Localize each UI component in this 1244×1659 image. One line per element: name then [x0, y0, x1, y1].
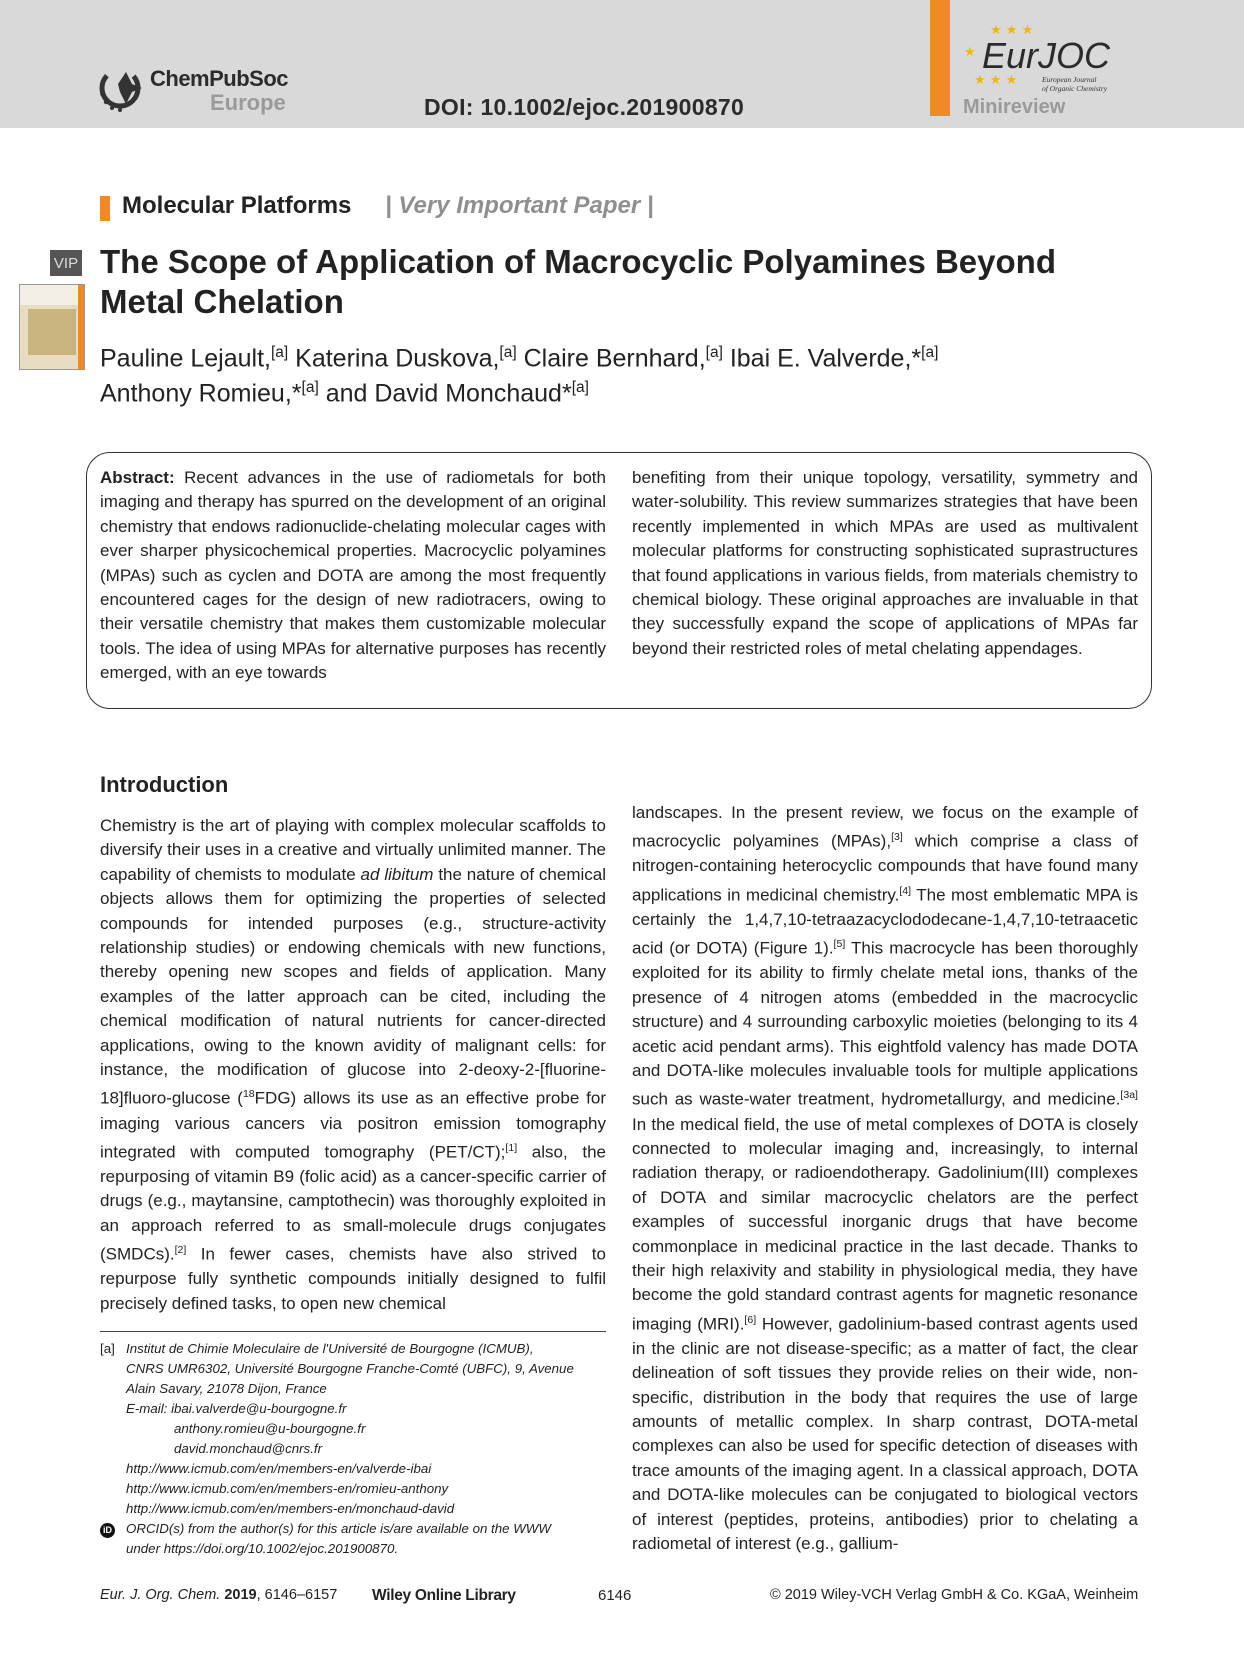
- vip-label: | Very Important Paper |: [385, 192, 654, 219]
- article-title: The Scope of Application of Macrocyclic Polyamines Beyond Metal Chelation: [100, 243, 1056, 320]
- affiliation-footnote: [100, 1339, 606, 1559]
- author-affiliation: [a]: [270, 344, 289, 361]
- footer-journal: Eur. J. Org. Chem.: [100, 1587, 221, 1603]
- footer-citation: [100, 1587, 337, 1603]
- svg-text:European Journal: European Journal: [1042, 75, 1097, 84]
- body-text: ad libitum: [360, 864, 434, 884]
- citation-ref[interactable]: [6]: [744, 1313, 757, 1326]
- author-affiliation: [a]: [301, 379, 319, 397]
- abstract-right: [632, 466, 1138, 661]
- author-name: Claire Bernhard,: [516, 344, 706, 373]
- citation-ref[interactable]: [2]: [174, 1244, 187, 1257]
- svg-text:★ ★ ★: ★ ★ ★: [990, 23, 1034, 38]
- eurjoc-logo: [960, 14, 1140, 94]
- doi: DOI: 10.1002/ejoc.201900870: [424, 94, 745, 120]
- journal-cover-thumbnail[interactable]: [19, 284, 85, 370]
- orcid-note: ORCID(s) from the author(s) for this article is/are available on the WWW: [126, 1521, 551, 1536]
- chempubsoc-logo-icon: [98, 62, 150, 114]
- page-number: 6146: [598, 1587, 632, 1604]
- footnote-tag: [a]: [100, 1341, 115, 1356]
- body-column-right: [632, 801, 1138, 1556]
- body-column-left: [100, 814, 606, 1316]
- author-url-link[interactable]: http://www.icmub.com/en/members-en/valverde-ibai: [126, 1461, 432, 1476]
- author-name: Anthony Romieu,*: [100, 379, 302, 408]
- svg-text:★: ★: [964, 45, 976, 60]
- section-label: Molecular Platforms: [122, 192, 352, 219]
- author-affiliation: [a]: [921, 344, 939, 361]
- author-affiliation: [a]: [499, 344, 517, 361]
- body-text: Chemistry is the art of playing with complex molecular scaffolds to diversify their uses in a creative and virtually unlimited manner. The capability of chemists to modulate: [100, 816, 606, 884]
- author-list: [100, 338, 1140, 409]
- svg-text:★ ★ ★: ★ ★ ★: [974, 73, 1018, 88]
- body-text: also, the repurposing of vitamin B9 (folic acid) as a cancer-specific carrier of drugs (e.g., maytansine, camptothecin) was thoroughly exploited in an approach referred to as small-molecule drugs conjugates (SMDCs).: [100, 1142, 606, 1264]
- email-line[interactable]: E-mail: ibai.valverde@u-bourgogne.fr: [126, 1401, 347, 1416]
- publisher-subtitle: Europe: [210, 90, 286, 115]
- email-link[interactable]: anthony.romieu@u-bourgogne.fr: [174, 1421, 366, 1436]
- footnote-rule: [100, 1331, 606, 1332]
- body-text: FDG) allows its use as an effective probe for imaging various cancers via positron emission tomography integrated with computed tomography (PET/CT);: [100, 1089, 606, 1162]
- vip-badge: VIP: [50, 250, 82, 276]
- author-affiliation: [a]: [571, 379, 589, 397]
- affiliation-line: Alain Savary, 21078 Dijon, France: [126, 1381, 327, 1396]
- abstract-label: Abstract:: [100, 468, 175, 487]
- author-name: Katerina Duskova,: [288, 344, 500, 373]
- svg-text:of Organic Chemistry: of Organic Chemistry: [1042, 84, 1108, 93]
- author-name: Ibai E. Valverde,*: [722, 344, 922, 373]
- introduction-heading: Introduction: [100, 772, 229, 797]
- affiliation-line: CNRS UMR6302, Université Bourgogne Franche-Comté (UBFC), 9, Avenue: [126, 1361, 574, 1376]
- copyright: © 2019 Wiley-VCH Verlag GmbH & Co. KGaA, Weinheim: [770, 1587, 1139, 1603]
- section-marker: [100, 196, 110, 221]
- abstract-text: benefiting from their unique topology, versatility, symmetry and water-solubility. This review summarizes strategies that have been recently implemented in which MPAs are used as multivalent molecular platforms for constructing sophisticated suprastructures that found applications in various fields, from materials chemistry to chemical biology. These original approaches are invaluable in that they successfully expand the scope of applications of MPAs far beyond their restricted roles of metal chelating appendages.: [632, 468, 1138, 658]
- accent-bar: [930, 0, 950, 116]
- body-text: In fewer cases, chemists have also strived to repurpose fully synthetic compounds initially designed to fulfil precisely defined tasks, to open new chemical: [100, 1244, 606, 1313]
- svg-text:EurJOC: EurJOC: [982, 35, 1111, 76]
- author-name: and David Monchaud*: [318, 379, 572, 408]
- body-text: which comprise a class of nitrogen-containing heterocyclic compounds that have found many applications in medicinal chemistry.: [632, 832, 1139, 905]
- abstract-text: Recent advances in the use of radiometals for both imaging and therapy has spurred on the development of an original chemistry that endows radionuclide-chelating molecular cages with ever sharper physicochemical properties. Macrocyclic polyamines (MPAs) such as cyclen and DOTA are among the most frequently encountered cages for the design of new radiotracers, owing to their versatile chemistry that makes them customizable molecular tools. The idea of using MPAs for alternative purposes has recently emerged, with an eye towards: [100, 468, 606, 683]
- citation-ref[interactable]: [3]: [891, 831, 903, 844]
- wiley-online-library-link[interactable]: Wiley Online Library: [372, 1587, 516, 1604]
- article-type: Minireview: [963, 96, 1066, 118]
- body-text: In the medical field, the use of metal complexes of DOTA is closely connected to molecular imaging and, increasingly, to internal radiation therapy, or radioendotherapy. Gadolinium(III) complexes of DOTA and similar macrocyclic chelators are the perfect examples of successful inorganic drugs that have become commonplace in medicinal practice in the last decade. Thanks to their high relaxivity and stability in physiological media, they have become the gold standard contrast agents for magnetic resonance imaging (MRI).: [632, 1114, 1138, 1334]
- author-name: Pauline Lejault,: [100, 344, 271, 373]
- footer-pages: , 6146–6157: [256, 1587, 338, 1603]
- citation-ref[interactable]: [1]: [505, 1141, 518, 1154]
- body-text: landscapes. In the present review, we focus on the example of macrocyclic polyamines (MPAs),: [632, 803, 1138, 852]
- orcid-icon: iD: [100, 1523, 115, 1538]
- orcid-link[interactable]: under https://doi.org/10.1002/ejoc.201900870.: [126, 1541, 399, 1556]
- isotope-superscript: 18: [242, 1088, 255, 1101]
- citation-ref[interactable]: [4]: [899, 884, 912, 897]
- affiliation-line: Institut de Chimie Moleculaire de l'Université de Bourgogne (ICMUB),: [126, 1341, 534, 1356]
- body-text: the nature of chemical objects allows them for optimizing the properties of selected compounds for intended purposes (e.g., structure-activity relationship studies) or endowing chemicals with new functions, thereby opening new scopes and fields of application. Many examples of the latter approach can be cited, including the chemical modification of natural nutrients for cancer-directed applications, owing to the known avidity of malignant cells: for instance, the modification of glucose into 2-deoxy-2-[fluorine-18]fluoro-glucose (: [100, 864, 606, 1109]
- author-url-link[interactable]: http://www.icmub.com/en/members-en/monchaud-david: [126, 1501, 455, 1516]
- author-url-link[interactable]: http://www.icmub.com/en/members-en/romieu-anthony: [126, 1481, 449, 1496]
- footer-year: 2019: [224, 1587, 257, 1603]
- citation-ref[interactable]: [5]: [833, 938, 846, 951]
- body-text: However, gadolinium-based contrast agents used in the clinic are not disease-specific; as a matter of fact, the clear delineation of soft tissues they provide relies on their wide, non-specific, distribution in the body that requires the use of large amounts of metallic complex. In sharp contrast, DOTA-metal complexes can also be used for specific detection of diseases with trace amounts of the imaging agent. In a classical approach, DOTA and DOTA-like molecules can be conjugated to biological vectors of interest (peptides, proteins, antibodies) prior to chelating a radiometal of interest (e.g., gallium-: [632, 1314, 1138, 1554]
- abstract-left: [100, 466, 606, 686]
- publisher-name: ChemPubSoc: [150, 66, 289, 91]
- body-text: The most emblematic MPA is certainly the 1,4,7,10-tetraazacyclododecane-1,4,7,10-tetraacetic acid (or DOTA) (Figure 1).: [632, 885, 1139, 958]
- author-affiliation: [a]: [705, 344, 723, 361]
- email-link[interactable]: david.monchaud@cnrs.fr: [174, 1441, 323, 1456]
- body-text: This macrocycle has been thoroughly exploited for its ability to firmly chelate metal ions, thanks of the presence of 4 nitrogen atoms (embedded in the macrocyclic structure) and 4 surrounding carboxylic moieties (belonging to its 4 acetic acid pendant arms). This eightfold valency has made DOTA and DOTA-like molecules invaluable tools for multiple applications such as waste-water treatment, hydrometallurgy, and medicine.: [632, 939, 1138, 1110]
- citation-ref[interactable]: [3a]: [1120, 1089, 1138, 1102]
